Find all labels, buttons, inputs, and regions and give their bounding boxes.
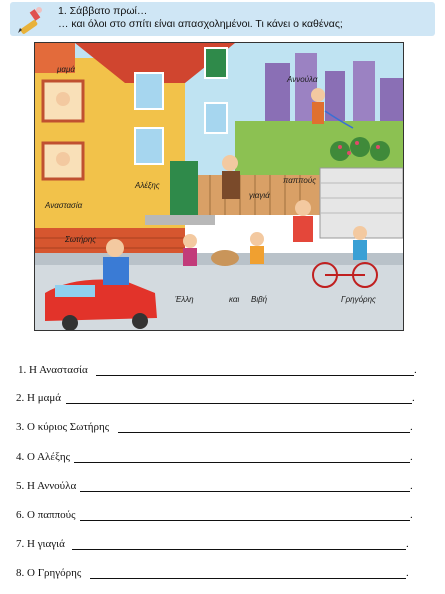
- question-1-label: 1. Η Αναστασία: [18, 364, 88, 376]
- question-4-label: 4. Ο Αλέξης: [16, 451, 70, 463]
- label-mama: μαμά: [57, 65, 75, 74]
- label-kai: και: [229, 295, 240, 304]
- saturday-morning-illustration: [34, 42, 404, 331]
- label-anastasia: Αναστασία: [45, 201, 83, 210]
- question-8-period: .: [406, 567, 409, 579]
- answer-line-2[interactable]: [66, 403, 412, 404]
- answer-line-3[interactable]: [118, 432, 410, 433]
- answer-line-8[interactable]: [90, 578, 406, 579]
- question-6-period: .: [410, 509, 413, 521]
- answer-line-4[interactable]: [74, 462, 410, 463]
- question-1-period: .: [414, 364, 417, 376]
- label-giagia: γιαγιά: [249, 191, 270, 200]
- question-7-period: .: [406, 538, 409, 550]
- question-3-label: 3. Ο κύριος Σωτήρης: [16, 421, 110, 433]
- question-4-period: .: [410, 451, 413, 463]
- label-pappous: παππούς: [283, 176, 317, 185]
- label-grigoris: Γρηγόρης: [341, 295, 376, 304]
- label-annoula: Αννούλα: [287, 75, 318, 84]
- exercise-subtitle: … και όλοι στο σπίτι είναι απασχολημένοι. Τι κάνει ο καθένας;: [58, 18, 343, 30]
- question-8-label: 8. Ο Γρηγόρης: [16, 567, 82, 579]
- question-5-label: 5. Η Αννούλα: [16, 480, 77, 492]
- question-5-period: .: [410, 480, 413, 492]
- answer-line-5[interactable]: [80, 491, 410, 492]
- label-alexis: Αλέξης: [135, 181, 160, 190]
- pencil-icon: [16, 4, 46, 34]
- answer-line-7[interactable]: [72, 549, 406, 550]
- question-7-label: 7. Η γιαγιά: [16, 538, 65, 550]
- label-ellie: Έλλη: [175, 295, 194, 304]
- label-vivi: Βιβή: [251, 295, 268, 304]
- exercise-title: 1. Σάββατο πρωί…: [58, 5, 148, 17]
- question-3-period: .: [410, 421, 413, 433]
- answer-line-6[interactable]: [80, 520, 410, 521]
- answer-line-1[interactable]: [96, 375, 414, 376]
- question-2-label: 2. Η μαμά: [16, 392, 62, 404]
- exercise-header: [10, 2, 435, 36]
- scene-drawing: [35, 43, 403, 330]
- question-6-label: 6. Ο παππούς: [16, 509, 76, 521]
- question-2-period: .: [412, 392, 415, 404]
- label-sotiris: Σωτήρης: [65, 235, 97, 244]
